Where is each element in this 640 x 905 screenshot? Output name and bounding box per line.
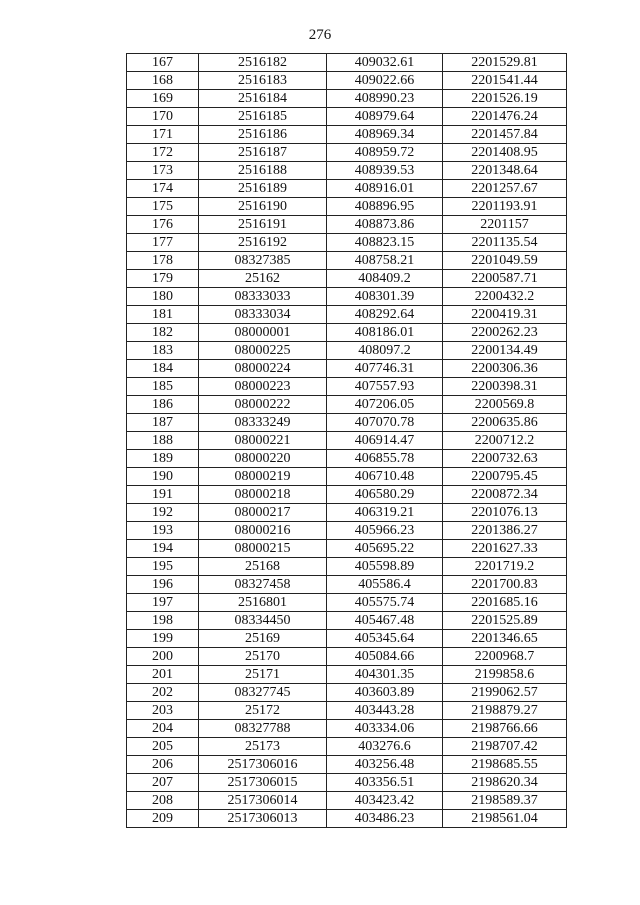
row-index-cell: 168 (127, 72, 199, 90)
row-index-cell: 199 (127, 630, 199, 648)
row-index-cell: 206 (127, 756, 199, 774)
y-coordinate-cell: 2201135.54 (443, 234, 567, 252)
point-id-cell: 08334450 (199, 612, 327, 630)
point-id-cell: 2516188 (199, 162, 327, 180)
point-id-cell: 2516186 (199, 126, 327, 144)
row-index-cell: 197 (127, 594, 199, 612)
point-id-cell: 08333249 (199, 414, 327, 432)
y-coordinate-cell: 2201348.64 (443, 162, 567, 180)
x-coordinate-cell: 404301.35 (327, 666, 443, 684)
y-coordinate-cell: 2200732.63 (443, 450, 567, 468)
y-coordinate-cell: 2198766.66 (443, 720, 567, 738)
point-id-cell: 2516182 (199, 54, 327, 72)
x-coordinate-cell: 409032.61 (327, 54, 443, 72)
x-coordinate-cell: 408292.64 (327, 306, 443, 324)
point-id-cell: 2517306016 (199, 756, 327, 774)
table-row (127, 72, 567, 90)
point-id-cell: 2516801 (199, 594, 327, 612)
point-id-cell: 2516187 (199, 144, 327, 162)
row-index-cell: 185 (127, 378, 199, 396)
row-index-cell: 208 (127, 792, 199, 810)
table-row (127, 270, 567, 288)
x-coordinate-cell: 405467.48 (327, 612, 443, 630)
table-row (127, 630, 567, 648)
point-id-cell: 2517306014 (199, 792, 327, 810)
point-id-cell: 08000215 (199, 540, 327, 558)
row-index-cell: 191 (127, 486, 199, 504)
x-coordinate-cell: 408979.64 (327, 108, 443, 126)
point-id-cell: 08327385 (199, 252, 327, 270)
row-index-cell: 186 (127, 396, 199, 414)
row-index-cell: 188 (127, 432, 199, 450)
x-coordinate-cell: 403334.06 (327, 720, 443, 738)
y-coordinate-cell: 2198879.27 (443, 702, 567, 720)
table-row (127, 576, 567, 594)
coordinate-table (126, 53, 567, 828)
x-coordinate-cell: 403256.48 (327, 756, 443, 774)
x-coordinate-cell: 405966.23 (327, 522, 443, 540)
y-coordinate-cell: 2201700.83 (443, 576, 567, 594)
x-coordinate-cell: 406580.29 (327, 486, 443, 504)
x-coordinate-cell: 406855.78 (327, 450, 443, 468)
table-row (127, 108, 567, 126)
x-coordinate-cell: 408823.15 (327, 234, 443, 252)
x-coordinate-cell: 403276.6 (327, 738, 443, 756)
y-coordinate-cell: 2201526.19 (443, 90, 567, 108)
table-row (127, 234, 567, 252)
row-index-cell: 175 (127, 198, 199, 216)
y-coordinate-cell: 2201049.59 (443, 252, 567, 270)
row-index-cell: 180 (127, 288, 199, 306)
table-row (127, 90, 567, 108)
y-coordinate-cell: 2200587.71 (443, 270, 567, 288)
row-index-cell: 174 (127, 180, 199, 198)
x-coordinate-cell: 403603.89 (327, 684, 443, 702)
table-row (127, 792, 567, 810)
y-coordinate-cell: 2200712.2 (443, 432, 567, 450)
point-id-cell: 08000218 (199, 486, 327, 504)
point-id-cell: 25170 (199, 648, 327, 666)
x-coordinate-cell: 408959.72 (327, 144, 443, 162)
row-index-cell: 170 (127, 108, 199, 126)
y-coordinate-cell: 2200872.34 (443, 486, 567, 504)
y-coordinate-cell: 2201719.2 (443, 558, 567, 576)
y-coordinate-cell: 2199858.6 (443, 666, 567, 684)
point-id-cell: 25171 (199, 666, 327, 684)
point-id-cell: 25168 (199, 558, 327, 576)
y-coordinate-cell: 2200306.36 (443, 360, 567, 378)
y-coordinate-cell: 2199062.57 (443, 684, 567, 702)
row-index-cell: 181 (127, 306, 199, 324)
row-index-cell: 173 (127, 162, 199, 180)
row-index-cell: 192 (127, 504, 199, 522)
page-number: 276 (308, 27, 332, 43)
y-coordinate-cell: 2198707.42 (443, 738, 567, 756)
point-id-cell: 08000223 (199, 378, 327, 396)
table-row (127, 738, 567, 756)
table-row (127, 216, 567, 234)
point-id-cell: 08000225 (199, 342, 327, 360)
point-id-cell: 2517306015 (199, 774, 327, 792)
table-row (127, 612, 567, 630)
y-coordinate-cell: 2201541.44 (443, 72, 567, 90)
point-id-cell: 08333033 (199, 288, 327, 306)
point-id-cell: 08327458 (199, 576, 327, 594)
row-index-cell: 178 (127, 252, 199, 270)
x-coordinate-cell: 408939.53 (327, 162, 443, 180)
row-index-cell: 194 (127, 540, 199, 558)
point-id-cell: 08333034 (199, 306, 327, 324)
table-row (127, 648, 567, 666)
x-coordinate-cell: 407746.31 (327, 360, 443, 378)
y-coordinate-cell: 2200398.31 (443, 378, 567, 396)
table-row (127, 288, 567, 306)
table-row (127, 594, 567, 612)
x-coordinate-cell: 408186.01 (327, 324, 443, 342)
x-coordinate-cell: 408969.34 (327, 126, 443, 144)
x-coordinate-cell: 408301.39 (327, 288, 443, 306)
table-row (127, 540, 567, 558)
x-coordinate-cell: 408916.01 (327, 180, 443, 198)
x-coordinate-cell: 408990.23 (327, 90, 443, 108)
row-index-cell: 203 (127, 702, 199, 720)
table-row (127, 396, 567, 414)
table-row (127, 486, 567, 504)
x-coordinate-cell: 408409.2 (327, 270, 443, 288)
point-id-cell: 2516190 (199, 198, 327, 216)
row-index-cell: 171 (127, 126, 199, 144)
table-row (127, 432, 567, 450)
x-coordinate-cell: 407206.05 (327, 396, 443, 414)
y-coordinate-cell: 2201386.27 (443, 522, 567, 540)
table-row (127, 54, 567, 72)
y-coordinate-cell: 2201529.81 (443, 54, 567, 72)
table-row (127, 306, 567, 324)
table-row (127, 324, 567, 342)
row-index-cell: 184 (127, 360, 199, 378)
x-coordinate-cell: 405345.64 (327, 630, 443, 648)
point-id-cell: 08000222 (199, 396, 327, 414)
y-coordinate-cell: 2200134.49 (443, 342, 567, 360)
table-row (127, 666, 567, 684)
table-row (127, 198, 567, 216)
row-index-cell: 190 (127, 468, 199, 486)
x-coordinate-cell: 406319.21 (327, 504, 443, 522)
table-row (127, 774, 567, 792)
y-coordinate-cell: 2201408.95 (443, 144, 567, 162)
row-index-cell: 187 (127, 414, 199, 432)
y-coordinate-cell: 2201193.91 (443, 198, 567, 216)
point-id-cell: 25173 (199, 738, 327, 756)
row-index-cell: 195 (127, 558, 199, 576)
x-coordinate-cell: 403423.42 (327, 792, 443, 810)
x-coordinate-cell: 405084.66 (327, 648, 443, 666)
table-row (127, 702, 567, 720)
row-index-cell: 202 (127, 684, 199, 702)
y-coordinate-cell: 2200635.86 (443, 414, 567, 432)
y-coordinate-cell: 2201257.67 (443, 180, 567, 198)
y-coordinate-cell: 2198589.37 (443, 792, 567, 810)
y-coordinate-cell: 2200968.7 (443, 648, 567, 666)
y-coordinate-cell: 2201476.24 (443, 108, 567, 126)
row-index-cell: 198 (127, 612, 199, 630)
y-coordinate-cell: 2200795.45 (443, 468, 567, 486)
y-coordinate-cell: 2200432.2 (443, 288, 567, 306)
x-coordinate-cell: 406914.47 (327, 432, 443, 450)
row-index-cell: 176 (127, 216, 199, 234)
y-coordinate-cell: 2201627.33 (443, 540, 567, 558)
table-row (127, 504, 567, 522)
point-id-cell: 2516191 (199, 216, 327, 234)
x-coordinate-cell: 408758.21 (327, 252, 443, 270)
x-coordinate-cell: 405586.4 (327, 576, 443, 594)
point-id-cell: 25172 (199, 702, 327, 720)
y-coordinate-cell: 2198620.34 (443, 774, 567, 792)
y-coordinate-cell: 2201157 (443, 216, 567, 234)
row-index-cell: 200 (127, 648, 199, 666)
x-coordinate-cell: 407070.78 (327, 414, 443, 432)
row-index-cell: 167 (127, 54, 199, 72)
point-id-cell: 2517306013 (199, 810, 327, 828)
y-coordinate-cell: 2200262.23 (443, 324, 567, 342)
point-id-cell: 25162 (199, 270, 327, 288)
x-coordinate-cell: 407557.93 (327, 378, 443, 396)
y-coordinate-cell: 2198561.04 (443, 810, 567, 828)
table-row (127, 558, 567, 576)
x-coordinate-cell: 405598.89 (327, 558, 443, 576)
row-index-cell: 182 (127, 324, 199, 342)
y-coordinate-cell: 2201457.84 (443, 126, 567, 144)
point-id-cell: 08000221 (199, 432, 327, 450)
table-row (127, 162, 567, 180)
x-coordinate-cell: 403356.51 (327, 774, 443, 792)
row-index-cell: 209 (127, 810, 199, 828)
y-coordinate-cell: 2200569.8 (443, 396, 567, 414)
y-coordinate-cell: 2201076.13 (443, 504, 567, 522)
table-row (127, 468, 567, 486)
table-row (127, 450, 567, 468)
table-row (127, 720, 567, 738)
table-row (127, 144, 567, 162)
table-row (127, 360, 567, 378)
x-coordinate-cell: 403486.23 (327, 810, 443, 828)
point-id-cell: 2516184 (199, 90, 327, 108)
table-row (127, 126, 567, 144)
x-coordinate-cell: 408097.2 (327, 342, 443, 360)
row-index-cell: 179 (127, 270, 199, 288)
row-index-cell: 207 (127, 774, 199, 792)
table-row (127, 756, 567, 774)
x-coordinate-cell: 408873.86 (327, 216, 443, 234)
row-index-cell: 169 (127, 90, 199, 108)
y-coordinate-cell: 2200419.31 (443, 306, 567, 324)
row-index-cell: 201 (127, 666, 199, 684)
table-row (127, 180, 567, 198)
point-id-cell: 08000219 (199, 468, 327, 486)
point-id-cell: 08000001 (199, 324, 327, 342)
y-coordinate-cell: 2201525.89 (443, 612, 567, 630)
point-id-cell: 2516189 (199, 180, 327, 198)
y-coordinate-cell: 2201346.65 (443, 630, 567, 648)
table-row (127, 252, 567, 270)
row-index-cell: 193 (127, 522, 199, 540)
row-index-cell: 183 (127, 342, 199, 360)
table-row (127, 522, 567, 540)
point-id-cell: 08327788 (199, 720, 327, 738)
row-index-cell: 189 (127, 450, 199, 468)
y-coordinate-cell: 2201685.16 (443, 594, 567, 612)
point-id-cell: 08000216 (199, 522, 327, 540)
point-id-cell: 08327745 (199, 684, 327, 702)
point-id-cell: 25169 (199, 630, 327, 648)
point-id-cell: 08000220 (199, 450, 327, 468)
row-index-cell: 205 (127, 738, 199, 756)
row-index-cell: 177 (127, 234, 199, 252)
x-coordinate-cell: 408896.95 (327, 198, 443, 216)
x-coordinate-cell: 405695.22 (327, 540, 443, 558)
x-coordinate-cell: 403443.28 (327, 702, 443, 720)
table-row (127, 342, 567, 360)
x-coordinate-cell: 406710.48 (327, 468, 443, 486)
point-id-cell: 2516192 (199, 234, 327, 252)
point-id-cell: 2516183 (199, 72, 327, 90)
row-index-cell: 204 (127, 720, 199, 738)
table-row (127, 414, 567, 432)
x-coordinate-cell: 409022.66 (327, 72, 443, 90)
point-id-cell: 08000217 (199, 504, 327, 522)
x-coordinate-cell: 405575.74 (327, 594, 443, 612)
table-row (127, 684, 567, 702)
point-id-cell: 08000224 (199, 360, 327, 378)
table-row (127, 810, 567, 828)
point-id-cell: 2516185 (199, 108, 327, 126)
table-row (127, 378, 567, 396)
y-coordinate-cell: 2198685.55 (443, 756, 567, 774)
row-index-cell: 172 (127, 144, 199, 162)
table-body (127, 54, 567, 828)
row-index-cell: 196 (127, 576, 199, 594)
